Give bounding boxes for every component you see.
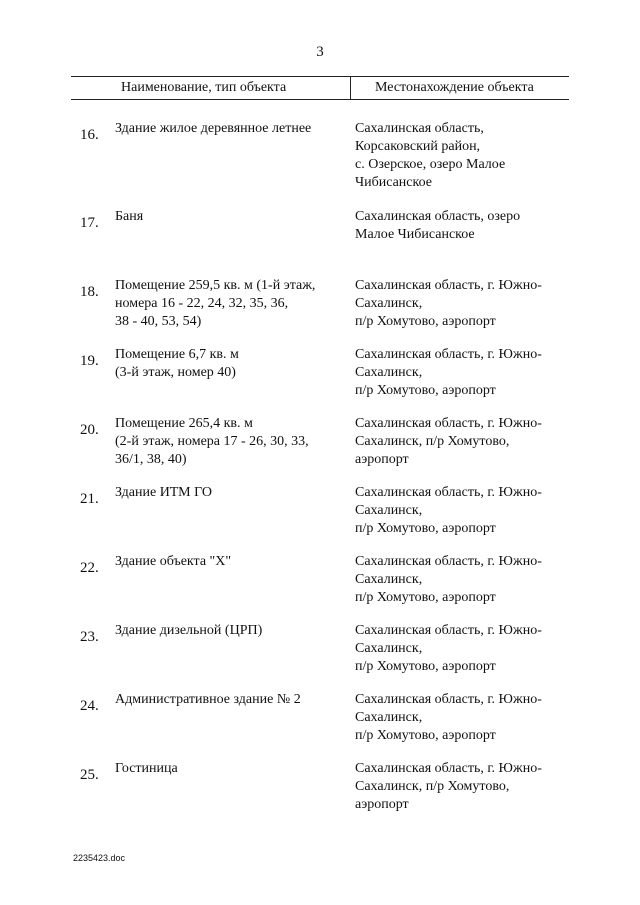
row-name: Помещение 259,5 кв. м (1-й этаж, номера 16 - 22, 24, 32, 35, 36, 38 - 40, 53, 54): [115, 278, 316, 329]
row-location: Сахалинская область, г. Южно- Сахалинск, п/р Хомутово, аэропорт: [355, 692, 542, 743]
row-number: 22.: [80, 560, 99, 576]
row-location: Сахалинская область, Корсаковский район, с. Озерское, озеро Малое Чибисанское: [355, 121, 506, 190]
row-location: Сахалинская область, г. Южно- Сахалинск, п/р Хомутово, аэропорт: [355, 761, 542, 812]
table-row: [0, 415, 640, 484]
header-name-column: Наименование, тип объекта: [121, 80, 287, 95]
page-number: 3: [316, 44, 324, 60]
header-location-column: Местонахождение объекта: [375, 80, 534, 95]
table-row: [0, 277, 640, 346]
row-number: 19.: [80, 353, 99, 369]
row-number: 16.: [80, 127, 99, 143]
object-list: [0, 120, 640, 829]
row-name: Здание объекта "Х": [115, 554, 232, 569]
table-row: [0, 120, 640, 208]
row-location: Сахалинская область, г. Южно- Сахалинск, п/р Хомутово, аэропорт: [355, 347, 542, 398]
table-header: [71, 76, 569, 100]
row-number: 25.: [80, 767, 99, 783]
row-name: Здание ИТМ ГО: [115, 485, 212, 500]
row-name: Здание жилое деревянное летнее: [115, 121, 312, 136]
row-name: Баня: [115, 209, 144, 224]
row-name: Здание дизельной (ЦРП): [115, 623, 263, 638]
row-location: Сахалинская область, озеро Малое Чибисанское: [355, 209, 521, 242]
row-number: 24.: [80, 698, 99, 714]
row-location: Сахалинская область, г. Южно- Сахалинск, п/р Хомутово, аэропорт: [355, 278, 542, 329]
row-location: Сахалинская область, г. Южно- Сахалинск, п/р Хомутово, аэропорт: [355, 416, 542, 467]
table-row: [0, 346, 640, 415]
row-location: Сахалинская область, г. Южно- Сахалинск, п/р Хомутово, аэропорт: [355, 554, 542, 605]
row-number: 21.: [80, 491, 99, 507]
row-number: 18.: [80, 284, 99, 300]
header-divider: [350, 77, 351, 99]
table-row: [0, 484, 640, 553]
table-row: [0, 208, 640, 277]
row-number: 20.: [80, 422, 99, 438]
row-name: Административное здание № 2: [115, 692, 301, 707]
table-row: [0, 553, 640, 622]
table-row: [0, 691, 640, 760]
table-row: [0, 622, 640, 691]
row-number: 23.: [80, 629, 99, 645]
table-row: [0, 760, 640, 829]
row-location: Сахалинская область, г. Южно- Сахалинск, п/р Хомутово, аэропорт: [355, 485, 542, 536]
row-name: Помещение 6,7 кв. м (3-й этаж, номер 40): [115, 347, 239, 380]
row-location: Сахалинская область, г. Южно- Сахалинск, п/р Хомутово, аэропорт: [355, 623, 542, 674]
document-filename: 2235423.doc: [73, 853, 126, 863]
row-name: Гостиница: [115, 761, 178, 776]
row-number: 17.: [80, 215, 99, 231]
row-name: Помещение 265,4 кв. м (2-й этаж, номера 17 - 26, 30, 33, 36/1, 38, 40): [115, 416, 309, 467]
